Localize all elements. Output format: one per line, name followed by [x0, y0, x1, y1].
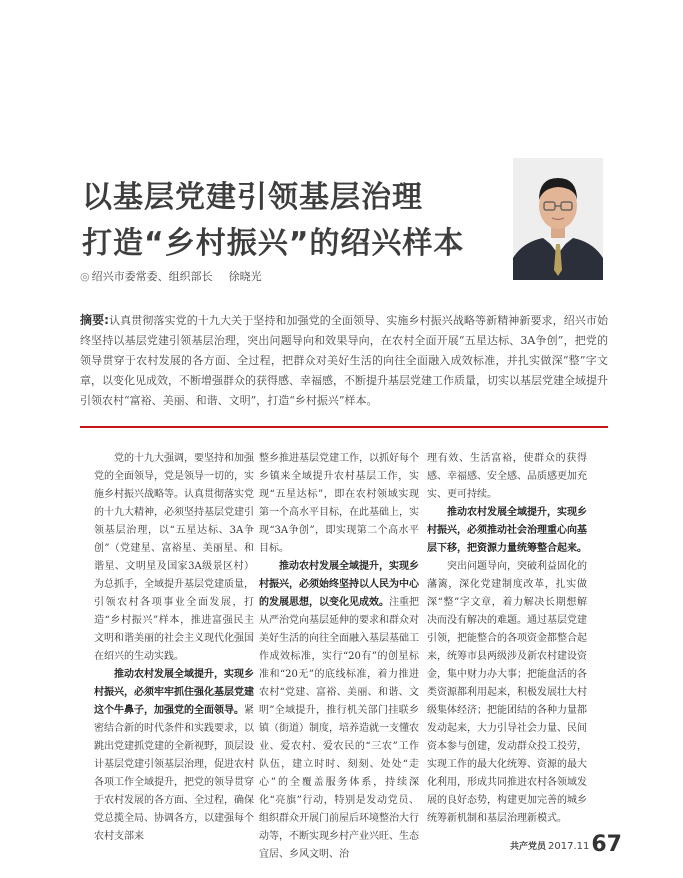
author-portrait-image	[513, 158, 603, 280]
article-title-line-1: 以基层党建引领基层治理	[82, 180, 423, 215]
paragraph: 注重把从严治党向基层延伸的要求和群众对美好生活的向往全面融入基层基础工作成效标准，实行“20有”的创星标准和“20无”的底线标准，着力推进农村“党建、富裕、美丽、和谐、文明”全域提升，推行机关部门挂联乡镇（街道）制度，培养造就一支懂农业、爱农村、爱农民的“三农”工作队伍，建立时时、刻刻、处处“走心”的全覆盖服务体系，持续深化“亮旗”行动，特别是发动党员、组织群众开展门前屋后环境整治大行动等，不断实现乡村产业兴旺、生态宜居、乡风文明、治	[259, 597, 419, 860]
section-heading: 推动农村发展全域提升，实现乡村振兴，必须推动社会治理重心向基层下移，把资源力量统筹整合起来。	[427, 507, 587, 554]
paragraph: 党的十九大强调，要坚持和加强党的全面领导，党是领导一切的，实施乡村振兴战略等。认真贯彻落实党的十九大精神，必须坚持基层党建引领基层治理，以“五星达标、3A争创”（党建星、富裕星、美丽星、和谐星、文明星及国家3A级景区村）为总抓手，全域提升基层党建质量，引领农村各项事业全面发展，打造“乡村振兴”样本，推进富强民主文明和谐美丽的社会主义现代化强国在绍兴的生动实践。	[94, 453, 254, 662]
body-column-2	[259, 450, 419, 864]
section-heading: 推动农村发展全域提升，实现乡村振兴，必须牢牢抓住强化基层党建这个牛鼻子，加强党的全面领导。	[94, 669, 254, 716]
abstract-text: 认真贯彻落实党的十九大关于坚持和加强党的全面领导、实施乡村振兴战略等新精神新要求，绍兴市始终坚持以基层党建引领基层治理，突出问题导向和效果导向，在农村全面开展“五星达标、3A争创”，把党的领导贯穿于农村发展的各方面、全过程，把群众对美好生活的向往全面融入成效标准，并扎实做深“整”字文章，以变化见成效，不断增强群众的获得感、幸福感，不断提升基层党建工作质量，切实以基层党建全域提升引领农村“富裕、美丽、和谐、文明”，打造“乡村振兴”样本。	[80, 314, 608, 407]
page-number: 67	[591, 832, 622, 857]
author-name: 徐晓光	[228, 270, 262, 283]
paragraph: 突出问题导向，突破利益固化的藩篱，深化党建制度改革，扎实做深“整”字文章，着力解决长期想解决而没有解决的难题。通过基层党建引领，把能整合的各项资金都整合起来，统筹市县两级涉及新农村建设资金，集中财力办大事；把能盘活的各类资源都利用起来，积极发展壮大村级集体经济；把能团结的各种力量都发动起来，大力引导社会力量、民间资本参与创建，发动群众投工投劳，实现工作的最大化统筹、资源的最大化利用，形成共同推进农村各领域发展的良好态势，构建更加完善的城乡统筹新机制和基层治理新模式。	[427, 561, 587, 824]
section-divider	[80, 426, 608, 428]
magazine-logo: 共产党员	[510, 842, 547, 852]
paragraph: 紧密结合新的时代条件和实践要求，以跳出党建抓党建的全新视野，顶层设计基层党建引领基层治理，促进农村各项工作全域提升，把党的领导贯穿于农村发展的各方面、全过程，确保党总揽全局、协调各方，以建强每个农村支部来	[94, 705, 254, 842]
author-affiliation: 绍兴市委常委、组织部长	[91, 270, 213, 283]
paragraph: 整乡推进基层党建工作，以抓好每个乡镇来全域提升农村基层工作，实现“五星达标”，即在农村领域实现第一个高水平目标，在此基础上，实现“3A争创”，即实现第二个高水平目标。	[259, 453, 419, 554]
page-footer	[510, 832, 622, 857]
abstract-label: 摘要:	[80, 313, 109, 327]
body-column-1	[94, 450, 254, 846]
body-column-3	[427, 450, 587, 828]
article-title-line-2: 打造“乡村振兴”的绍兴样本	[82, 226, 465, 261]
issue-number: 2017.11	[548, 841, 590, 852]
byline	[80, 268, 262, 284]
bullet-mark-icon: ◎	[80, 270, 90, 283]
abstract	[80, 310, 608, 411]
section-heading: 推动农村发展全域提升，实现乡村振兴，必须始终坚持以人民为中心的发展思想，以变化见成效。	[259, 561, 419, 608]
author-portrait	[513, 158, 603, 280]
paragraph: 理有效、生活富裕，使群众的获得感、幸福感、安全感、品质感更加充实、更可持续。	[427, 453, 587, 500]
